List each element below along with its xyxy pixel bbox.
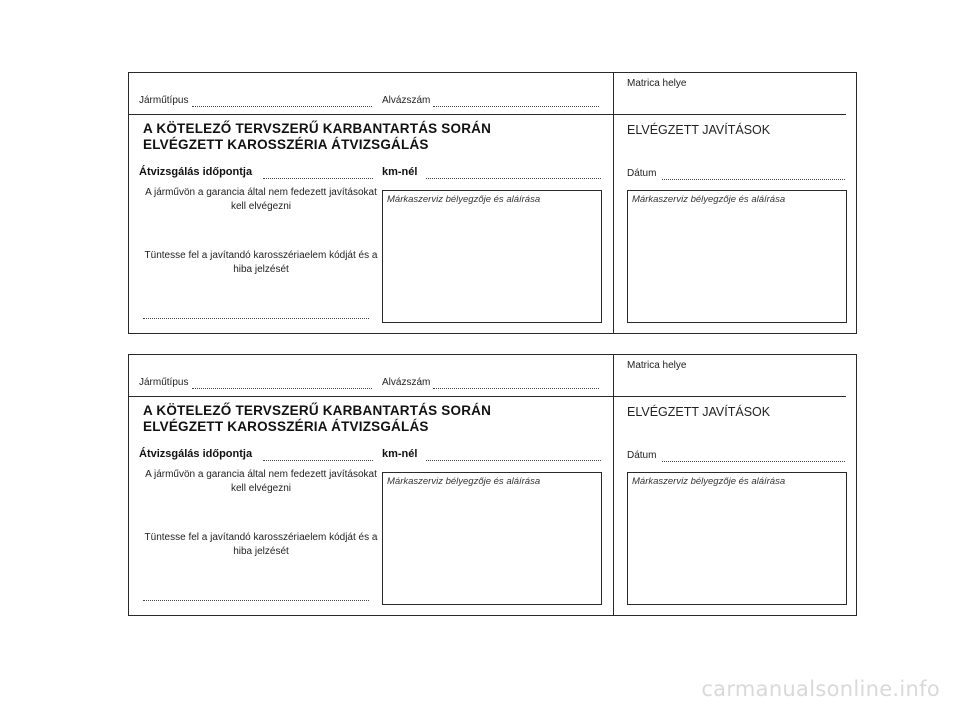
date-label: Dátum xyxy=(627,450,657,461)
vehicle-type-field[interactable] xyxy=(192,106,372,107)
sticker-place-label: Matrica helye xyxy=(627,360,687,371)
header-divider xyxy=(129,114,846,115)
service-stamp-box-left[interactable] xyxy=(382,190,602,323)
stamp-label-right: Márkaszerviz bélyegzője és aláírása xyxy=(632,194,786,205)
inspection-date-field[interactable] xyxy=(263,178,373,179)
chassis-label: Alvázszám xyxy=(382,377,431,388)
vehicle-type-label: Járműtípus xyxy=(139,377,189,388)
km-field[interactable] xyxy=(426,178,601,179)
form-title xyxy=(143,403,491,435)
inspection-date-field[interactable] xyxy=(263,460,373,461)
repairs-done-title: ELVÉGZETT JAVÍTÁSOK xyxy=(627,405,771,419)
service-stamp-box-right[interactable] xyxy=(627,190,847,323)
inspection-date-label: Átvizsgálás időpontja xyxy=(139,448,253,460)
service-record-card-1 xyxy=(128,72,857,334)
chassis-label: Alvázszám xyxy=(382,95,431,106)
form-title-line-1: A KÖTELEZŐ TERVSZERŰ KARBANTARTÁS SORÁN xyxy=(143,403,492,418)
form-title-line-2: ELVÉGZETT KAROSSZÉRIA ÁTVIZSGÁLÁS xyxy=(143,137,429,152)
defect-notes-field[interactable] xyxy=(143,318,369,319)
km-field[interactable] xyxy=(426,460,601,461)
repairs-done-title: ELVÉGZETT JAVÍTÁSOK xyxy=(627,123,771,137)
inspection-date-label: Átvizsgálás időpontja xyxy=(139,166,253,178)
vehicle-type-field[interactable] xyxy=(192,388,372,389)
vehicle-type-label: Járműtípus xyxy=(139,95,189,106)
date-label: Dátum xyxy=(627,168,657,179)
column-divider xyxy=(613,355,614,615)
service-stamp-box-right[interactable] xyxy=(627,472,847,605)
defect-notes-field[interactable] xyxy=(143,600,369,601)
instruction-uncovered-repairs: A járművön a garancia által nem fedezett javításokat kell elvégezni xyxy=(145,469,377,494)
form-title-line-1: A KÖTELEZŐ TERVSZERŰ KARBANTARTÁS SORÁN xyxy=(143,121,492,136)
instruction-mark-defects: Tüntesse fel a javítandó karosszériaelem kódját és a hiba jelzését xyxy=(144,532,378,557)
stamp-label-right: Márkaszerviz bélyegzője és aláírása xyxy=(632,476,786,487)
instruction-uncovered-repairs: A járművön a garancia által nem fedezett javításokat kell elvégezni xyxy=(145,187,377,212)
column-divider xyxy=(613,73,614,333)
date-field[interactable] xyxy=(662,461,845,462)
stamp-label-left: Márkaszerviz bélyegzője és aláírása xyxy=(387,194,541,205)
header-divider xyxy=(129,396,846,397)
watermark-text: carmanualsonline.info xyxy=(701,677,940,701)
service-stamp-box-left[interactable] xyxy=(382,472,602,605)
chassis-field[interactable] xyxy=(433,106,599,107)
km-label: km-nél xyxy=(382,448,418,460)
sticker-place-label: Matrica helye xyxy=(627,78,687,89)
stamp-label-left: Márkaszerviz bélyegzője és aláírása xyxy=(387,476,541,487)
km-label: km-nél xyxy=(382,166,418,178)
instruction-mark-defects: Tüntesse fel a javítandó karosszériaelem kódját és a hiba jelzését xyxy=(144,250,378,275)
chassis-field[interactable] xyxy=(433,388,599,389)
date-field[interactable] xyxy=(662,179,845,180)
form-title-line-2: ELVÉGZETT KAROSSZÉRIA ÁTVIZSGÁLÁS xyxy=(143,419,429,434)
form-title xyxy=(143,121,491,153)
service-record-card-2 xyxy=(128,354,857,616)
